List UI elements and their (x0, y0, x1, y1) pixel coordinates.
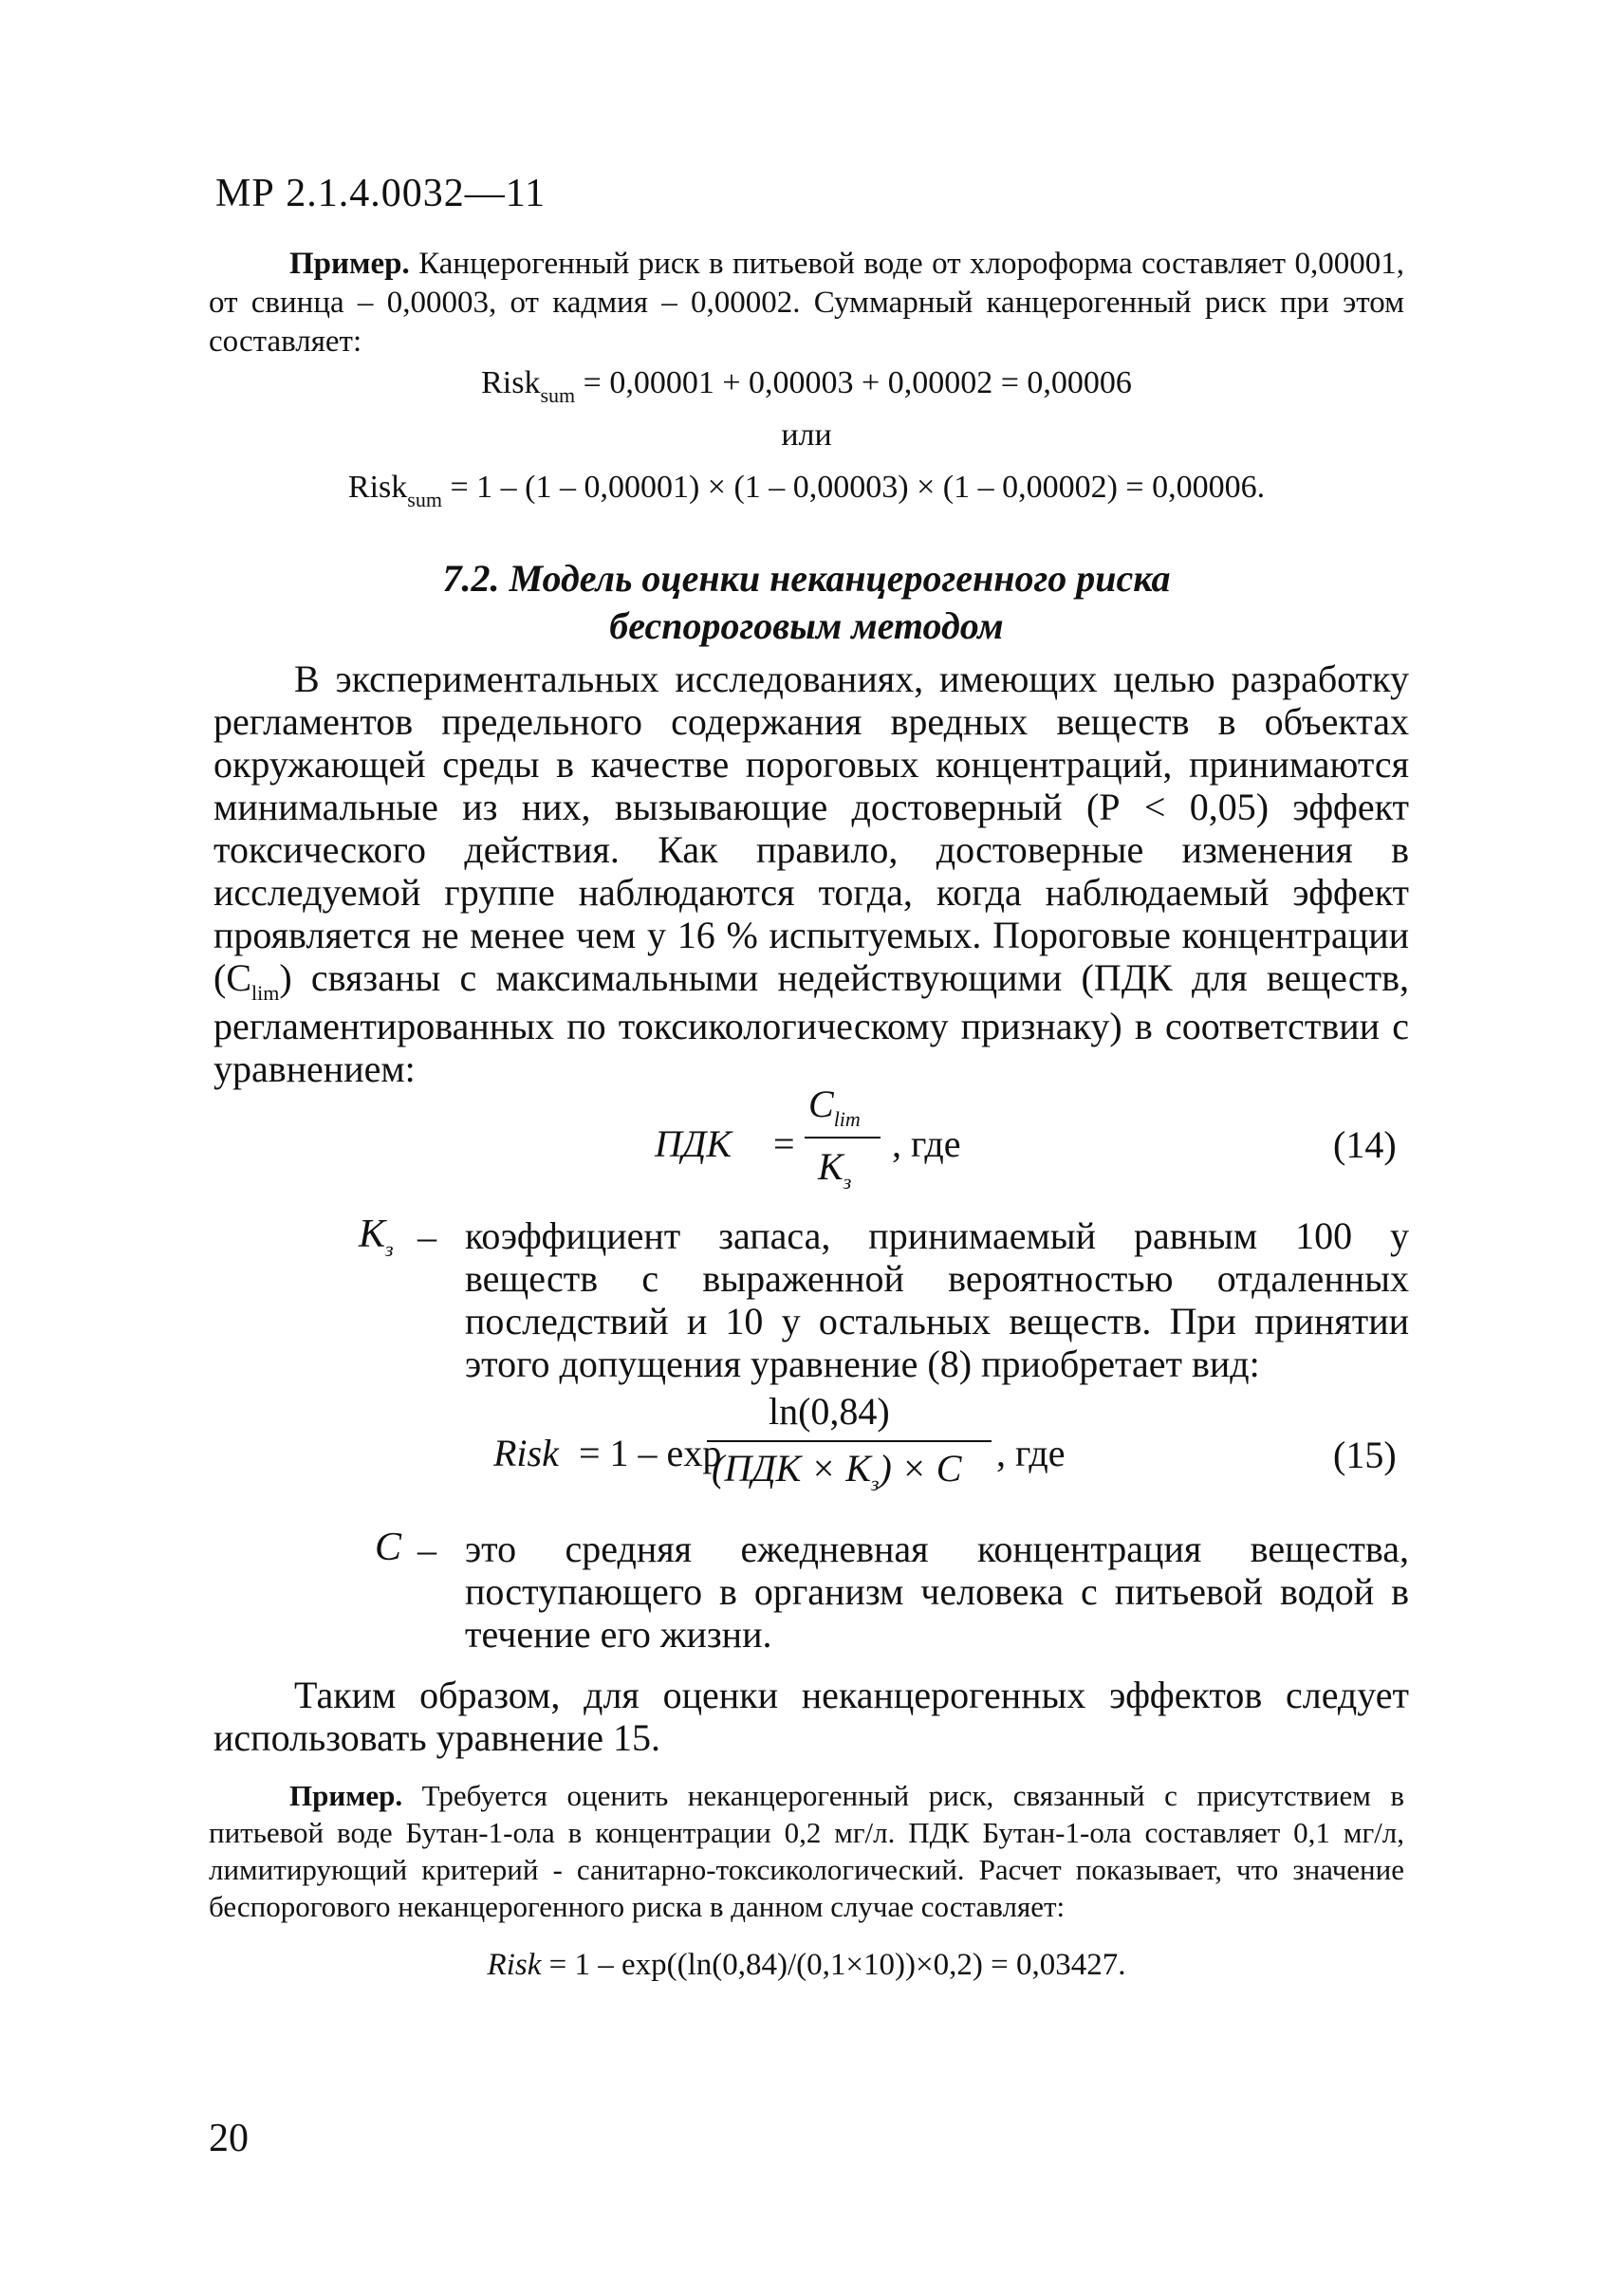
formula-14-lhs: ПДК (655, 1122, 732, 1165)
formula-15-denominator: $(ПДК \times K_з) \times C$ (712, 1447, 962, 1495)
formula-15-numerator: ln(0,84) (769, 1390, 890, 1433)
formula-15-fraction-bar (707, 1440, 992, 1442)
example-2-text (209, 1777, 1404, 1925)
paragraph-thresholds: В экспериментальных исследованиях, имеющих целью разработку регламентов предельного содержания вредных веществ в объектах окружающей среды в качестве пороговых концентраций, принимаются минимальные из них, вызывающие достоверный (Р < 0,05) эффект токсического действия. Как правило, достоверные изменения в исследуемой группе наблюдаются тогда, когда наблюдаемый эффект проявляется не менее чем у 16 % испытуемых. Пороговые концентрации $(С_{lim})$ связаны с максимальными недействующими (ПДК для веществ, регламентированных по токсикологическому признаку) в соответствии с уравнением: (213, 657, 1409, 1090)
formula-15-lhs: Risk (493, 1432, 559, 1474)
page-number: 20 (209, 2117, 249, 2160)
formula-15 (493, 1385, 1158, 1499)
c-symbol: С (375, 1526, 402, 1569)
equation-risk-result: Risk = 1 – exp((ln(0,84)/(0,1×10))×0,2) = 0,03427. (487, 1948, 1126, 1982)
example-1-lead: Пример. (289, 247, 410, 281)
equation-sum-line-2: Risk$_{sum}$ = 1 – (1 – 0,00001) × (1 – 0,00003) × (1 – 0,00002) = 0,00006. (347, 470, 1266, 511)
section-heading-line-1: 7.2. Модель оценки неканцерогенного риска (442, 557, 1171, 600)
formula-14-number: (14) (1333, 1123, 1397, 1166)
formula-14-denominator: $K_з$ (818, 1145, 852, 1194)
formula-15-number: (15) (1333, 1434, 1397, 1476)
equation-or: или (781, 417, 832, 453)
k3-dash: – (417, 1215, 436, 1258)
example-1-text (209, 245, 1404, 361)
equation-sum-line-1: Risk$_{sum}$ = 0,00001 + 0,00003 + 0,00002 = 0,00006 (481, 365, 1132, 407)
c-definition: это средняя ежедневная концентрация вещества, поступающего в организм человека с питьевой водой в течение его жизни. (465, 1528, 1409, 1656)
example-2-body: Требуется оценить неканцерогенный риск, связанный с присутствием в питьевой воде Бутан-1-ола в концентрации 0,2 мг/л. ПДК Бутан-1-ола составляет 0,1 мг/л, лимитирующий критерий - санитарно-токсикологический. Расчет показывает, что значение беспорогового неканцерогенного риска в данном случае составляет: (209, 1779, 1404, 1923)
conclusion-paragraph: Таким образом, для оценки неканцерогенных эффектов следует использовать уравнение 15. (213, 1674, 1409, 1759)
document-code: МР 2.1.4.0032—11 (215, 172, 547, 215)
formula-14-numerator: $C_{lim}$ (808, 1083, 861, 1131)
c-dash: – (417, 1528, 436, 1571)
formula-14-where: , где (892, 1122, 961, 1165)
formula-14-eq: = (773, 1122, 795, 1165)
formula-14 (607, 1082, 1082, 1195)
example-2-lead: Пример. (289, 1779, 403, 1812)
section-heading (209, 555, 1404, 650)
k3-definition: коэффициент запаса, принимаемый равным 100 у веществ с выраженной вероятностью отдаленных последствий и 10 у остальных веществ. При принятии этого допущения уравнение (8) приобретает вид: (465, 1214, 1409, 1385)
formula-15-exp: = 1 – exp (579, 1432, 722, 1474)
formula-15-where: , где (996, 1432, 1066, 1474)
section-heading-line-2: беспороговым методом (609, 604, 1004, 647)
example-1-body: Канцерогенный риск в питьевой воде от хлороформа составляет 0,00001, от свинца – 0,00003, от кадмия – 0,00002. Суммарный канцерогенный риск при этом составляет: (209, 247, 1404, 359)
formula-14-fraction-bar (805, 1137, 881, 1139)
k3-symbol: $K_з$ (359, 1213, 394, 1261)
